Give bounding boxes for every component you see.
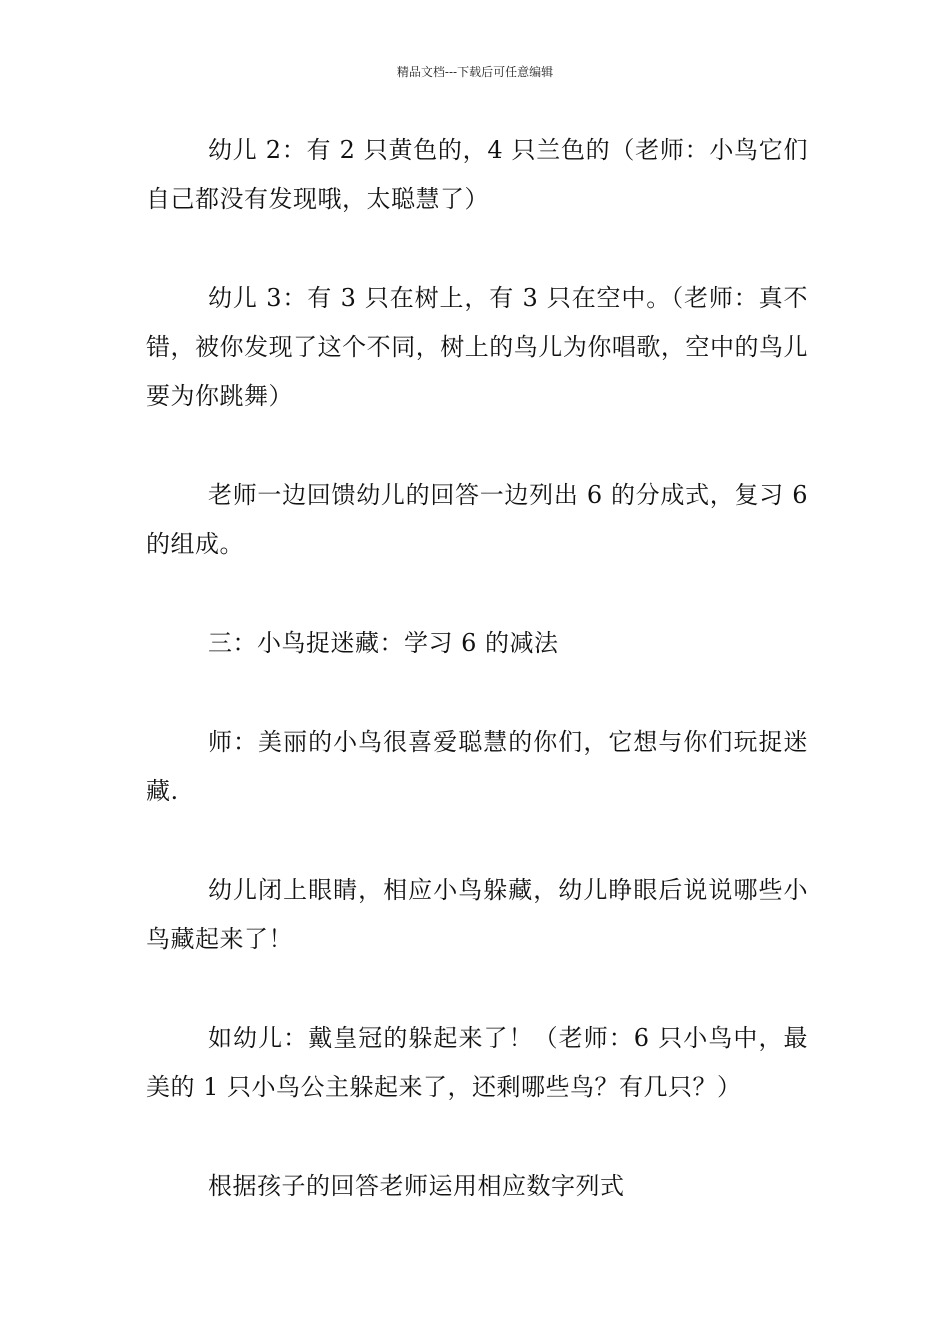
paragraph-children-close-eyes: 幼儿闭上眼睛，相应小鸟躲藏，幼儿睁眼后说说哪些小鸟藏起来了！ [146, 876, 808, 953]
section-heading-hide-and-seek: 三：小鸟捉迷藏：学习 6 的减法 [208, 629, 559, 657]
paragraph-child-3-answer: 幼儿 3：有 3 只在树上，有 3 只在空中。（老师：真不错，被你发现了这个不同，树上的鸟儿为你唱歌，空中的鸟儿要为你跳舞） [146, 284, 808, 410]
paragraph-teacher-invite: 师：美丽的小鸟很喜爱聪慧的你们，它想与你们玩捉迷藏. [146, 728, 808, 805]
paragraph-teacher-review: 老师一边回馈幼儿的回答一边列出 6 的分成式，复习 6 的组成。 [146, 481, 808, 558]
paragraph-example-answer: 如幼儿：戴皇冠的躲起来了！（老师：6 只小鸟中，最美的 1 只小鸟公主躲起来了，还剩哪些鸟？有几只？） [146, 1024, 808, 1101]
paragraph-teacher-equation: 根据孩子的回答老师运用相应数字列式 [208, 1172, 625, 1200]
paragraph-child-2-answer: 幼儿 2：有 2 只黄色的，4 只兰色的（老师：小鸟它们自己都没有发现哦，太聪慧了） [146, 136, 808, 213]
document-body [146, 126, 808, 1261]
page-header: 精品文档---下载后可任意编辑 [396, 65, 554, 79]
